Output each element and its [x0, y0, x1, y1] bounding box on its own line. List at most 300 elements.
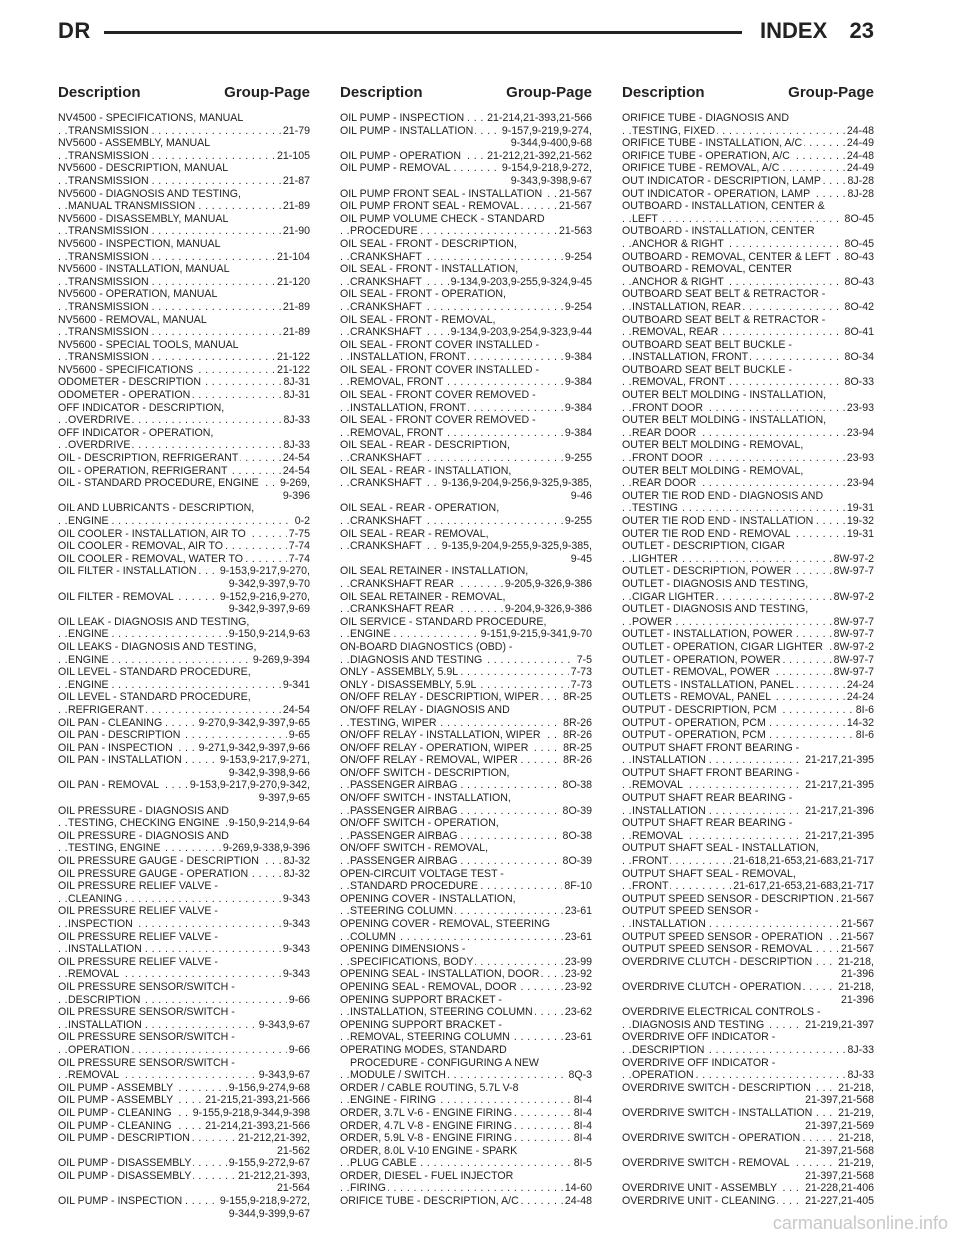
- entry-line: [340, 427, 592, 440]
- index-entry: [58, 830, 310, 855]
- entry-text: OUTPUT SHAFT REAR BEARING -: [622, 817, 793, 830]
- entry-line: [58, 1006, 310, 1019]
- entry-text: MANUAL TRANSMISSION: [68, 200, 196, 213]
- entry-page-ref: 21-218,: [838, 980, 874, 993]
- index-entry: [58, 528, 310, 541]
- entry-text: NV5600 - SPECIFICATIONS: [58, 363, 194, 376]
- index-entry: [622, 717, 874, 730]
- entry-page-continuation: 9-343,9-398,9-67: [510, 174, 592, 187]
- entry-line: [622, 553, 874, 566]
- entry-line: [340, 1120, 592, 1133]
- entry-page-continuation: 9-342,9-397,9-70: [228, 577, 310, 590]
- entry-line: [622, 351, 874, 364]
- header-section-code: DR: [58, 18, 91, 43]
- entry-line: [340, 754, 592, 767]
- entry-line: [340, 956, 592, 969]
- entry-page-ref: 21-79: [282, 124, 310, 137]
- entry-text: OIL SEAL - FRONT - INSTALLATION,: [340, 263, 519, 276]
- entry-line: [58, 654, 310, 667]
- index-entry: [622, 389, 874, 414]
- entry-page-ref: 21-89: [282, 326, 310, 339]
- entry-line: [58, 427, 310, 440]
- entry-line: [58, 339, 310, 352]
- entry-page-ref: 8W-97-7: [833, 666, 874, 679]
- entry-line: [340, 1019, 592, 1032]
- entry-page-ref: 9-343,9-67: [258, 1018, 310, 1031]
- entry-line: [340, 125, 592, 138]
- entry-text: OUTLETS - INSTALLATION, PANEL: [622, 678, 794, 691]
- entry-text: OVERDRIVE: [68, 414, 131, 427]
- entry-text: CRANKSHAFT: [350, 250, 422, 263]
- entry-line: [58, 931, 310, 944]
- entry-line: [622, 1019, 874, 1032]
- entry-text: OPENING SEAL - INSTALLATION, DOOR: [340, 968, 540, 981]
- entry-page-ref: 21-218,: [838, 955, 874, 968]
- entry-line: [340, 351, 592, 364]
- index-entry: [340, 994, 592, 1019]
- entry-page-ref: 7-73: [570, 666, 592, 679]
- entry-line: [340, 1006, 592, 1019]
- entry-line: [340, 276, 592, 289]
- entry-line: [58, 817, 310, 830]
- entry-line: [58, 465, 310, 478]
- entry-text: ANCHOR & RIGHT: [632, 275, 724, 288]
- entry-page-ref: 8J-33: [847, 1043, 874, 1056]
- index-entry: [58, 1031, 310, 1056]
- index-entry: [622, 339, 874, 364]
- entry-text: INSTALLATION: [68, 1018, 142, 1031]
- entry-text: ODOMETER - DESCRIPTION: [58, 376, 202, 389]
- entry-page-ref: 21-567: [841, 943, 874, 956]
- entry-page-ref: 9-384: [564, 351, 592, 364]
- index-entry: [58, 717, 310, 730]
- index-entry: [622, 414, 874, 439]
- entry-text: ORIFICE TUBE - REMOVAL, A/C: [622, 162, 780, 175]
- entry-page-ref: 9-271,9-342,9-397,9-66: [198, 741, 310, 754]
- index-column-1: [58, 112, 310, 1220]
- entry-page-ref: 9-255: [564, 515, 592, 527]
- entry-text: INSTALLATION, FRONT: [632, 351, 749, 364]
- entry-page-ref: 9-343: [282, 943, 310, 956]
- entry-line: [622, 414, 874, 427]
- entry-line: [340, 1069, 592, 1082]
- entry-text: OUTPUT SHAFT SEAL - INSTALLATION,: [622, 842, 819, 855]
- index-entry: [58, 666, 310, 691]
- index-entry: [622, 465, 874, 490]
- entry-text: ON/OFF SWITCH - INSTALLATION,: [340, 792, 511, 805]
- index-entry: [622, 137, 874, 150]
- entry-line: [622, 376, 874, 389]
- entry-text: OUTER BELT MOLDING - REMOVAL,: [622, 439, 804, 452]
- entry-page-ref: 8J-31: [283, 389, 310, 402]
- entry-text: OUTLET - DESCRIPTION, CIGAR: [622, 540, 785, 553]
- entry-text: ON/OFF RELAY - REMOVAL, WIPER: [340, 754, 518, 767]
- entry-text: ODOMETER - OPERATION: [58, 389, 191, 402]
- entry-text: OUTPUT SHAFT REAR BEARING -: [622, 792, 793, 805]
- index-entry: [58, 956, 310, 981]
- index-entry: [58, 540, 310, 553]
- index-entry: [340, 502, 592, 527]
- index-entry: [622, 654, 874, 667]
- entry-text: PROCEDURE - CONFIGURING A NEW: [350, 1056, 539, 1069]
- entry-line: [58, 943, 310, 956]
- entry-line: [622, 477, 874, 490]
- entry-line: [58, 1044, 310, 1057]
- entry-text: OUTPUT SHAFT FRONT BEARING -: [622, 741, 800, 754]
- entry-text: OPENING DIMENSIONS -: [340, 943, 466, 956]
- entry-line: [622, 754, 874, 767]
- entry-line: [340, 817, 592, 830]
- entry-line: [340, 1094, 592, 1107]
- entry-text: NV5600 - INSTALLATION, MANUAL: [58, 263, 230, 276]
- index-entry: [58, 1157, 310, 1170]
- entry-page-ref: 9-150,9-214,9-63: [228, 628, 310, 641]
- entry-text: OVERDRIVE CLUTCH - DESCRIPTION: [622, 955, 813, 968]
- entry-page-ref: 9-343,9-67: [258, 1069, 310, 1082]
- entry-line: [58, 1069, 310, 1082]
- entry-page-ref: 9-153,9-217,9-270,9-342,: [189, 779, 310, 792]
- entry-line: [340, 1195, 592, 1208]
- entry-line: [58, 968, 310, 981]
- index-entry: [622, 150, 874, 163]
- entry-page-ref: 14-32: [846, 716, 874, 729]
- entry-page-ref: 9-254: [564, 250, 592, 263]
- index-entry: [58, 754, 310, 779]
- entry-page-ref: 21-89: [282, 200, 310, 213]
- index-entry: [622, 603, 874, 628]
- entry-line: [340, 502, 592, 515]
- entry-line: [340, 931, 592, 944]
- entry-page-ref: 8O-43: [844, 250, 874, 263]
- entry-text: OVERDRIVE UNIT - CLEANING: [622, 1195, 776, 1208]
- entry-text: LIGHTER: [632, 552, 678, 565]
- entry-line: [622, 717, 874, 730]
- entry-line: [340, 641, 592, 654]
- index-entry: [340, 1132, 592, 1145]
- index-entry: [622, 868, 874, 893]
- entry-text: TRANSMISSION: [68, 124, 149, 137]
- entry-text: INSTALLATION, REAR: [632, 300, 742, 313]
- entry-line: [622, 817, 874, 830]
- entry-text: PASSENGER AIRBAG: [350, 855, 458, 868]
- entry-page-ref: 21-212,21-392,: [238, 1132, 310, 1145]
- index-entry: [58, 931, 310, 956]
- entry-text: ON/OFF SWITCH - OPERATION,: [340, 817, 499, 830]
- entry-text: ORIFICE TUBE - OPERATION, A/C: [622, 149, 790, 162]
- entry-text: CRANKSHAFT REAR: [350, 577, 454, 590]
- entry-line: [58, 1157, 310, 1170]
- entry-page-continuation: 21-564: [277, 1182, 310, 1195]
- index-entry: [622, 1132, 874, 1157]
- entry-text: OUTPUT SPEED SENSOR -: [622, 905, 759, 918]
- entry-page-ref: 7-5: [576, 653, 592, 666]
- entry-text: TRANSMISSION: [68, 326, 149, 339]
- entry-text: OIL PAN - DESCRIPTION: [58, 729, 181, 742]
- entry-page-ref: 9-152,9-216,9-270,: [219, 590, 310, 603]
- entry-line: [622, 616, 874, 629]
- index-entry: [340, 691, 592, 704]
- entry-text: REAR DOOR: [632, 477, 697, 490]
- header-rule: [104, 31, 742, 34]
- entry-line: [340, 603, 592, 616]
- entry-page-continuation: 9-342,9-398,9-66: [228, 766, 310, 779]
- entry-text: REMOVAL: [68, 968, 120, 981]
- entry-line: [340, 666, 592, 679]
- entry-text: OVERDRIVE UNIT - ASSEMBLY: [622, 1182, 778, 1195]
- index-entry: [622, 200, 874, 225]
- entry-page-ref: 14-60: [564, 1182, 592, 1195]
- entry-line: [58, 188, 310, 201]
- index-entry: [58, 729, 310, 742]
- entry-line: [622, 1082, 874, 1095]
- entry-line: [622, 301, 874, 314]
- entry-line: [58, 1019, 310, 1032]
- entry-text: OVERDRIVE SWITCH - REMOVAL: [622, 1157, 790, 1170]
- entry-line: [58, 742, 310, 755]
- entry-text: TESTING, WIPER: [350, 716, 437, 729]
- entry-page-ref: 21-218,: [838, 1132, 874, 1145]
- index-entry: [58, 465, 310, 478]
- entry-text: TESTING, CHECKING ENGINE: [68, 817, 220, 830]
- entry-page-ref: 9-269,9-338,9-396: [222, 842, 310, 855]
- entry-page-ref: 21-90: [282, 225, 310, 238]
- entry-page-ref: 8I-5: [573, 1157, 592, 1170]
- entry-text: OIL PUMP - ASSEMBLY: [58, 1081, 174, 1094]
- entry-text: OIL SEAL - FRONT - DESCRIPTION,: [340, 237, 517, 250]
- entry-line: [622, 439, 874, 452]
- entry-text: OIL COOLER - REMOVAL, WATER TO: [58, 552, 244, 565]
- entry-text: OIL PRESSURE RELIEF VALVE -: [58, 880, 218, 893]
- entry-page-ref: 21-120: [277, 275, 310, 288]
- entry-page-ref: 7-74: [288, 540, 310, 553]
- entry-line: [622, 704, 874, 717]
- entry-page-continuation: 9-342,9-397,9-69: [228, 603, 310, 616]
- entry-line: [340, 591, 592, 604]
- entry-page-continuation: 21-397,21-568: [805, 1144, 874, 1157]
- index-entry: [340, 704, 592, 729]
- index-entry: [58, 1107, 310, 1120]
- index-entry: [58, 162, 310, 187]
- entry-line: [58, 213, 310, 226]
- entry-line: [340, 439, 592, 452]
- entry-page-ref: 21-219,: [838, 1157, 874, 1170]
- index-entry: [58, 213, 310, 238]
- entry-line: [622, 528, 874, 541]
- entry-text: ENGINE: [68, 628, 109, 641]
- entry-text: PASSENGER AIRBAG: [350, 829, 458, 842]
- entry-page-ref: 9-134,9-203,9-255,9-324,9-45: [450, 275, 592, 288]
- entry-line: [340, 112, 592, 125]
- entry-text: INSTALLATION, STEERING COLUMN: [350, 1006, 533, 1019]
- index-entry: [340, 666, 592, 679]
- entry-text: OUTBOARD SEAT BELT BUCKLE -: [622, 338, 792, 351]
- index-entry: [340, 981, 592, 994]
- entry-line: [622, 893, 874, 906]
- entry-line: [58, 1082, 310, 1095]
- entry-line: [340, 616, 592, 629]
- entry-line: [58, 389, 310, 402]
- entry-line: [340, 326, 592, 339]
- entry-line: [340, 515, 592, 528]
- entry-page-ref: 21-217,21-395: [805, 779, 874, 792]
- entry-page-ref: 8J-28: [847, 187, 874, 200]
- entry-line: [622, 742, 874, 755]
- index-entry: [58, 339, 310, 364]
- entry-text: OVERDRIVE CLUTCH - OPERATION: [622, 980, 802, 993]
- entry-line: [58, 162, 310, 175]
- entry-text: OUTBOARD SEAT BELT & RETRACTOR -: [622, 288, 826, 301]
- entry-line: [622, 591, 874, 604]
- index-entry: [340, 742, 592, 755]
- entry-page-ref: 23-61: [564, 1031, 592, 1044]
- entry-page-ref: 21-227,21-405: [805, 1195, 874, 1208]
- entry-line: [340, 339, 592, 352]
- entry-page-ref: 21-567: [841, 930, 874, 943]
- entry-text: OIL PRESSURE GAUGE - DESCRIPTION: [58, 855, 259, 868]
- index-entry: [58, 565, 310, 590]
- entry-line: [58, 565, 310, 578]
- index-entry: [58, 981, 310, 1006]
- entry-page-ref: 9-269,9-394: [252, 653, 310, 666]
- entry-page-ref: 21-122: [277, 351, 310, 364]
- entry-text: OVERDRIVE OFF INDICATOR -: [622, 1031, 776, 1044]
- entry-line: [340, 918, 592, 931]
- entry-text: ORDER / CABLE ROUTING, 5.7L V-8: [340, 1081, 519, 1094]
- entry-page-ref: 8J-33: [283, 439, 310, 452]
- entry-text: OIL SEAL - FRONT COVER INSTALLED -: [340, 363, 539, 376]
- entry-text: DIAGNOSIS AND TESTING: [350, 653, 483, 666]
- entry-line: [622, 1069, 874, 1082]
- entry-text: OUTER TIE ROD END - INSTALLATION: [622, 515, 814, 527]
- index-entry: [340, 792, 592, 817]
- entry-page-ref: 21-217,21-396: [805, 804, 874, 817]
- index-entry: [622, 691, 874, 704]
- entry-text: OVERDRIVE SWITCH - DESCRIPTION: [622, 1081, 811, 1094]
- entry-text: OPEN-CIRCUIT VOLTAGE TEST -: [340, 867, 504, 880]
- entry-line: [622, 402, 874, 415]
- entry-line: [340, 691, 592, 704]
- entry-line: [622, 314, 874, 327]
- index-entry: [340, 389, 592, 414]
- entry-text: OUTBOARD SEAT BELT BUCKLE -: [622, 363, 792, 376]
- entry-line: [622, 842, 874, 855]
- entry-text: OIL PUMP - INSPECTION: [340, 112, 465, 124]
- entry-text: PASSENGER AIRBAG: [350, 804, 458, 817]
- entry-text: OUTLET - DIAGNOSIS AND TESTING,: [622, 603, 809, 616]
- group-page-heading: Group-Page: [224, 84, 310, 101]
- entry-line: [340, 905, 592, 918]
- entry-text: ENGINE: [68, 678, 109, 691]
- entry-text: CRANKSHAFT: [350, 452, 422, 465]
- entry-line: [622, 112, 874, 125]
- entry-page-ref: 8O-39: [562, 804, 592, 817]
- entry-text: ON/OFF RELAY - DIAGNOSIS AND: [340, 703, 510, 716]
- index-entry: [340, 918, 592, 943]
- entry-text: OIL PUMP - CLEANING: [58, 1119, 172, 1132]
- entry-page-ref: 9-343: [282, 968, 310, 981]
- index-entry: [340, 565, 592, 590]
- index-entry: [340, 112, 592, 125]
- entry-page-ref: 24-54: [282, 452, 310, 465]
- entry-line: [340, 1057, 592, 1070]
- index-entry: [58, 502, 310, 527]
- entry-line: [340, 389, 592, 402]
- index-entry: [622, 314, 874, 339]
- entry-text: OUTER BELT MOLDING - INSTALLATION,: [622, 414, 827, 427]
- entry-page-ref: 8I-4: [573, 1106, 592, 1119]
- entry-text: STANDARD PROCEDURE: [350, 880, 479, 893]
- entry-line: [622, 641, 874, 654]
- entry-text: OIL PUMP - OPERATION: [340, 149, 462, 162]
- entry-page-continuation: 9-397,9-65: [258, 792, 310, 805]
- entry-page-ref: 8R-26: [563, 754, 592, 767]
- entry-page-ref: 21-219,: [838, 1106, 874, 1119]
- entry-page-ref: 8J-33: [847, 1069, 874, 1082]
- entry-text: OPENING COVER - INSTALLATION,: [340, 892, 516, 905]
- entry-text: OIL PRESSURE RELIEF VALVE -: [58, 955, 218, 968]
- index-entry: [340, 162, 592, 187]
- entry-page-ref: 9-134,9-203,9-254,9-323,9-44: [450, 326, 592, 339]
- entry-line: [58, 150, 310, 163]
- entry-text: TRANSMISSION: [68, 300, 149, 313]
- entry-text: NV4500 - SPECIFICATIONS, MANUAL: [58, 112, 244, 124]
- index-entry: [58, 691, 310, 716]
- entry-line: [340, 414, 592, 427]
- index-entry: [340, 817, 592, 842]
- index-entry: [340, 125, 592, 150]
- entry-line: [58, 855, 310, 868]
- index-entry: [622, 666, 874, 679]
- entry-text: OIL LEVEL - STANDARD PROCEDURE,: [58, 691, 251, 704]
- entry-text: OPERATION: [68, 1043, 130, 1056]
- entry-line: [340, 1031, 592, 1044]
- entry-text: OUTPUT - DESCRIPTION, PCM: [622, 703, 777, 716]
- entry-page-ref: 8I-4: [573, 1094, 592, 1107]
- entry-line: [622, 1044, 874, 1057]
- entry-page-ref: 24-48: [846, 149, 874, 162]
- index-entry: [622, 905, 874, 930]
- entry-page-ref: 9-343: [282, 918, 310, 930]
- index-entry: [622, 1157, 874, 1182]
- entry-text: OIL SEAL - FRONT COVER REMOVED -: [340, 414, 536, 427]
- entry-line: [622, 213, 874, 226]
- entry-text: OPERATING MODES, STANDARD: [340, 1043, 507, 1056]
- entry-text: OUTPUT - OPERATION, PCM: [622, 716, 766, 729]
- entry-line: [58, 779, 310, 792]
- entry-text: ENGINE - FIRING: [350, 1094, 436, 1107]
- entry-text: OVERDRIVE: [68, 439, 131, 452]
- entry-page-ref: 21-214,21-393,21-566: [205, 1119, 310, 1132]
- index-entry: [58, 364, 310, 377]
- index-entry: [58, 591, 310, 616]
- entry-line: [622, 578, 874, 591]
- entry-text: OUTLET - INSTALLATION, POWER: [622, 628, 793, 641]
- entry-line: [622, 540, 874, 553]
- entry-page-ref: 23-93: [846, 401, 874, 414]
- entry-line: [622, 981, 874, 994]
- entry-line: [622, 654, 874, 667]
- index-entry: [622, 225, 874, 250]
- entry-line: [58, 314, 310, 327]
- entry-text: NV5600 - DISASSEMBLY, MANUAL: [58, 212, 229, 225]
- entry-line: [340, 704, 592, 717]
- entry-line: [340, 376, 592, 389]
- entry-text: OUTER BELT MOLDING - INSTALLATION,: [622, 389, 827, 402]
- index-entry: [622, 817, 874, 842]
- entry-line: [58, 717, 310, 730]
- index-entry: [622, 490, 874, 515]
- index-entry: [622, 1006, 874, 1031]
